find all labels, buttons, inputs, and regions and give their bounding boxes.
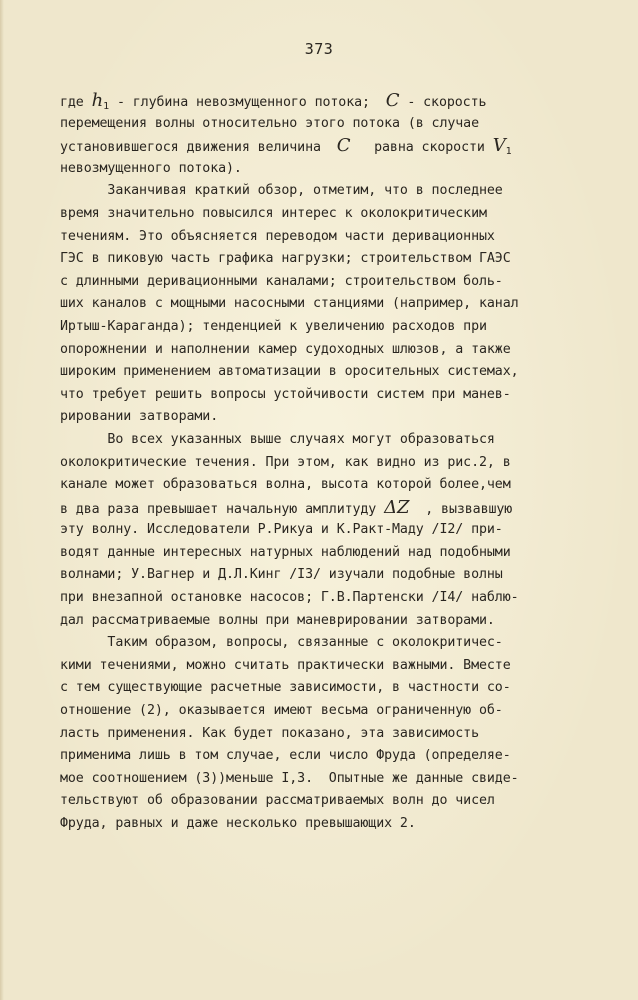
line-text: - глубина невозмущенного потока; — [109, 95, 386, 110]
text-line: тельствуют об образовании рассматриваемых волн до чисел — [60, 793, 495, 809]
line-text: - скорость — [399, 95, 487, 110]
math-subscript: 1 — [103, 101, 110, 112]
text-line: кими течениями, можно считать практически важными. Вместе — [60, 657, 511, 673]
text-line — [60, 497, 620, 520]
text-line: ших каналов с мощными насосными станциями (например, канал — [60, 296, 519, 312]
text-line: канале может образоваться волна, высота которой более,чем — [60, 477, 511, 493]
text-line: Во всех указанных выше случаях могут образоваться — [60, 431, 495, 447]
text-line: околокритические течения. При этом, как видно из рис.2, в — [60, 454, 511, 470]
text-line: применима лишь в том случае, если число Фруда (определяе- — [60, 748, 511, 764]
text-line: с тем существующие расчетные зависимости, в частности со- — [60, 680, 511, 696]
page-edge-shadow — [0, 0, 4, 1000]
line-text: равна скорости — [350, 140, 493, 156]
line-text: установившегося движения величина — [60, 140, 337, 156]
text-line: дал рассматриваемые волны при маневрировании затворами. — [60, 612, 495, 628]
text-line: при внезапной остановке насосов; Г.В.Партенски /I4/ наблю- — [60, 590, 519, 606]
math-symbol-h: h — [91, 90, 104, 111]
body-text — [60, 90, 620, 836]
text-line: Заканчивая краткий обзор, отметим, что в последнее — [60, 183, 503, 199]
line-text: где — [60, 95, 92, 110]
math-symbol-c: C — [336, 135, 351, 157]
text-line: с длинными деривационными каналами; строительством боль- — [60, 273, 503, 289]
text-line: мое соотношением (3))меньше I,3. Опытные же данные свиде- — [60, 770, 519, 786]
text-line: Иртыш-Караганда); тенденцией к увеличению расходов при — [60, 318, 487, 334]
line-text: в два раза превышает начальную амплитуду — [60, 501, 385, 517]
text-line: волнами; У.Вагнер и Д.Л.Кинг /I3/ изучали подобные волны — [60, 567, 503, 583]
text-line: отношение (2), оказывается имеют весьма ограниченную об- — [60, 703, 503, 719]
text-line: ГЭС в пиковую часть графика нагрузки; строительством ГАЭС — [60, 251, 511, 267]
text-line: эту волну. Исследователи Р.Рикуа и К.Ракт-Маду /I2/ при- — [60, 522, 503, 538]
text-line: время значительно повысился интерес к околокритическим — [60, 205, 487, 221]
text-line — [60, 135, 620, 158]
math-symbol-v: V — [492, 135, 506, 157]
text-line: что требует решить вопросы устойчивости систем при манев- — [60, 386, 511, 402]
text-line: невозмущенного потока). — [60, 160, 242, 176]
math-subscript: 1 — [505, 146, 512, 158]
text-line: перемещения волны относительно этого потока (в случае — [60, 115, 479, 131]
text-line — [60, 90, 620, 113]
line-text: , вызвавшую — [409, 501, 513, 517]
text-line: течениям. Это объясняется переводом части деривационных — [60, 228, 495, 244]
text-line: широким применением автоматизации в оросительных системах, — [60, 364, 519, 380]
text-line: опорожнении и наполнении камер судоходных шлюзов, а также — [60, 341, 511, 357]
text-line: Фруда, равных и даже несколько превышающих 2. — [60, 816, 416, 831]
text-line: Таким образом, вопросы, связанные с околокритичес- — [60, 635, 503, 651]
text-line: водят данные интересных натурных наблюдений над подобными — [60, 544, 511, 560]
math-symbol-c: C — [385, 90, 400, 111]
text-line: рировании затворами. — [60, 409, 219, 425]
math-symbol-delta-z: ΔZ — [384, 496, 410, 518]
text-line: ласть применения. Как будет показано, эта зависимость — [60, 725, 479, 741]
page-number: 373 — [304, 40, 334, 58]
